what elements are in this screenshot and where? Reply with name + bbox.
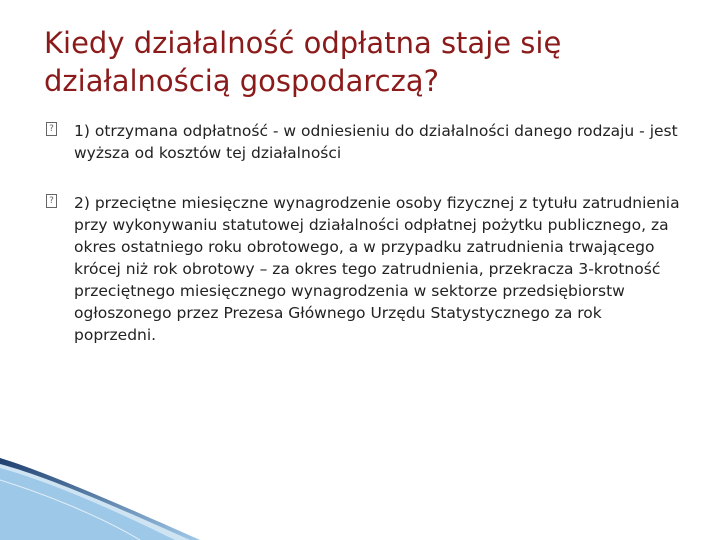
bullet-item xyxy=(46,192,686,346)
corner-swoosh-decoration xyxy=(0,450,200,540)
swoosh-mid xyxy=(0,468,175,540)
slide-title: Kiedy działalność odpłatna staje się działalnością gospodarczą? xyxy=(44,26,562,98)
bullet-marker-icon: ? xyxy=(46,122,57,136)
bullet-item xyxy=(46,120,686,164)
bullet-text: 2) przeciętne miesięczne wynagrodzenie osoby fizycznej z tytułu zatrudnienia przy wykonywaniu statutowej działalności odpłatnej pożytku publicznego, za okres ostatniego roku obrotowego, a w przypadku zatrudnienia trwającego krócej niż rok obrotowy – za okres tego zatrudnienia, przekracza 3-krotność przeciętnego miesięcznego wynagrodzenia w sektorze przedsiębiorstw ogłoszonego przez Prezesa Głównego Urzędu Statystycznego za rok poprzedni. xyxy=(74,194,680,344)
bullet-list xyxy=(46,120,686,374)
bullet-text: 1) otrzymana odpłatność - w odniesieniu do działalności danego rodzaju - jest wyższa od kosztów tej działalności xyxy=(74,122,678,162)
bullet-marker-icon: ? xyxy=(46,194,57,208)
